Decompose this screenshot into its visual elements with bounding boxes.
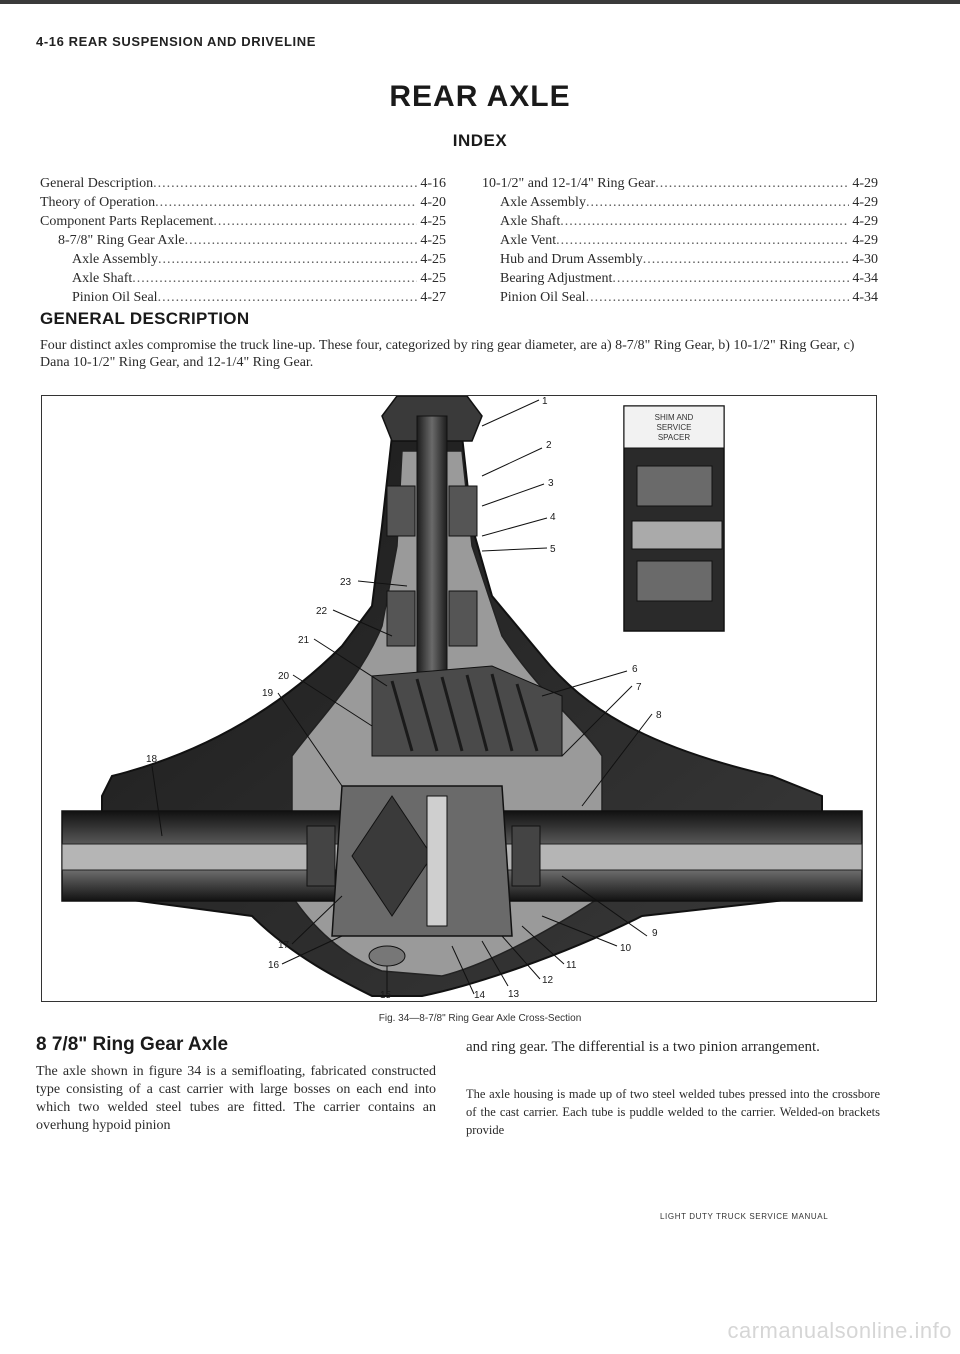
- callout-16: 16: [268, 960, 280, 971]
- front-pinion-bearing: [387, 486, 415, 536]
- index-entry[interactable]: Hub and Drum Assembly ..... 4-30: [482, 250, 878, 269]
- inset-shaft: [632, 521, 722, 549]
- index-entry[interactable]: Bearing Adjustment ..... 4-34: [482, 269, 878, 288]
- drain-plug: [369, 946, 405, 966]
- index-entry[interactable]: Pinion Oil Seal ..... 4-27: [40, 288, 446, 307]
- callout-18: 18: [146, 754, 158, 765]
- general-description-text: Four distinct axles compromise the truck line-up. These four, categorized by ring gear diameter, are a) 8-7/8" Ring Gear, b) 10-1/2" Ring Gear, c) Dana 10-1/2" Ring Gear, and 12-1/4" Ring Gear.: [40, 338, 855, 370]
- callout-19: 19: [262, 688, 274, 699]
- callout-14: 14: [474, 990, 486, 1001]
- callout-5: 5: [550, 544, 556, 555]
- index-entry[interactable]: 10-1/2" and 12-1/4" Ring Gear ..... 4-29: [482, 174, 878, 193]
- callout-3: 3: [548, 478, 554, 489]
- callout-6: 6: [632, 664, 638, 675]
- callout-1: 1: [542, 396, 548, 407]
- index-entry[interactable]: Axle Shaft ..... 4-29: [482, 212, 878, 231]
- pinion-shaft: [417, 416, 447, 676]
- callout-21: 21: [298, 635, 310, 646]
- inset-label-line: SPACER: [657, 433, 691, 442]
- pinion-shaft-differential: [427, 796, 447, 926]
- callout-8: 8: [656, 710, 662, 721]
- figure-caption: Fig. 34—8-7/8" Ring Gear Axle Cross-Section: [378, 1013, 582, 1024]
- inset-label-line: SERVICE: [656, 423, 692, 432]
- callout-12: 12: [542, 975, 554, 986]
- running-head: 4-16 REAR SUSPENSION AND DRIVELINE: [36, 34, 316, 49]
- page-title: REAR AXLE: [389, 80, 571, 113]
- callout-22: 22: [316, 606, 328, 617]
- index-entry[interactable]: General Description ..... 4-16: [40, 174, 446, 193]
- right-side-bearing: [512, 826, 540, 886]
- rear-pinion-bearing: [449, 591, 477, 646]
- index-entry[interactable]: Axle Assembly ..... 4-29: [482, 193, 878, 212]
- index-entry[interactable]: Axle Shaft ..... 4-25: [40, 269, 446, 288]
- inset-bearing: [637, 561, 712, 601]
- index-right-column: [482, 174, 878, 307]
- page-footer: LIGHT DUTY TRUCK SERVICE MANUAL: [660, 1212, 829, 1221]
- callout-4: 4: [550, 512, 556, 523]
- ring-gear-axle-text-left: The axle shown in figure 34 is a semifloating, fabricated constructed type consisting of a cast carrier with large bosses on each end into which two welded steel tubes are fitted. The carrier contains an overhung hypoid pinion: [36, 1064, 436, 1133]
- section-heading-ring-gear-axle: 8 7/8" Ring Gear Axle: [36, 1034, 229, 1055]
- index-entry[interactable]: Axle Assembly ..... 4-25: [40, 250, 446, 269]
- index-entry[interactable]: Component Parts Replacement ..... 4-25: [40, 212, 446, 231]
- index-entry[interactable]: 8-7/8" Ring Gear Axle ..... 4-25: [40, 231, 446, 250]
- index-entry[interactable]: Pinion Oil Seal ..... 4-34: [482, 288, 878, 307]
- watermark: carmanualsonline.info: [727, 1318, 952, 1343]
- callout-9: 9: [652, 928, 658, 939]
- index-title: INDEX: [452, 131, 508, 150]
- callout-23: 23: [340, 577, 352, 588]
- index-entry[interactable]: Axle Vent ..... 4-29: [482, 231, 878, 250]
- callout-10: 10: [620, 943, 632, 954]
- callout-15: 15: [380, 990, 392, 1001]
- index-left-column: [40, 174, 446, 307]
- inset-label-line: SHIM AND: [654, 413, 694, 422]
- callout-20: 20: [278, 671, 290, 682]
- callout-2: 2: [546, 440, 552, 451]
- callout-7: 7: [636, 682, 642, 693]
- inset-bearing: [637, 466, 712, 506]
- left-side-bearing: [307, 826, 335, 886]
- callout-17: 17: [278, 940, 290, 951]
- axle-cross-section-figure: [41, 395, 877, 1002]
- ring-gear-axle-text-right: and ring gear. The differential is a two pinion arrangement.: [466, 1039, 820, 1055]
- axle-housing-text: The axle housing is made up of two steel welded tubes pressed into the crossbore of the cast carrier. Each tube is puddle welded to the carrier. Welded-on brackets provide: [466, 1087, 880, 1137]
- section-heading-general-description: GENERAL DESCRIPTION: [40, 309, 250, 328]
- axle-cross-section-illustration: [42, 396, 876, 1001]
- callout-11: 11: [566, 960, 577, 971]
- rear-pinion-bearing: [387, 591, 415, 646]
- index-entry[interactable]: Theory of Operation ..... 4-20: [40, 193, 446, 212]
- callout-13: 13: [508, 989, 520, 1000]
- top-rule: [0, 0, 960, 4]
- front-pinion-bearing: [449, 486, 477, 536]
